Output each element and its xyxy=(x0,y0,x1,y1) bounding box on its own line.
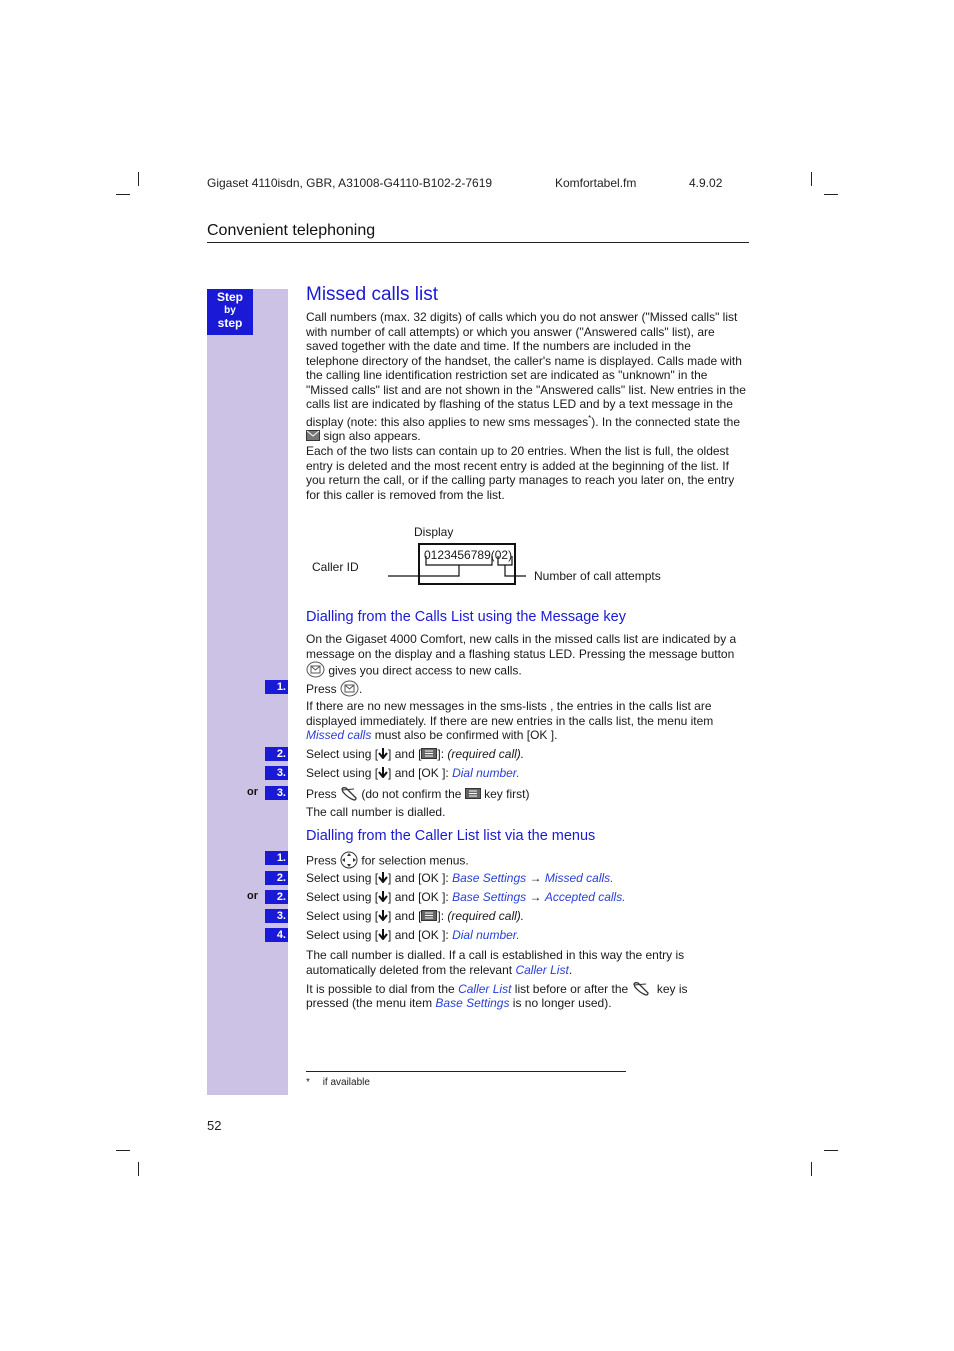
step-text: (do not confirm the xyxy=(361,787,462,802)
sub2-p2-text: list before or after the xyxy=(514,982,629,997)
para1-end: sign also appears. xyxy=(323,429,421,443)
crop-mark xyxy=(824,194,838,195)
step-text: ]: xyxy=(437,909,445,923)
down-arrow-key-icon xyxy=(378,766,388,781)
step-text: ] and [ xyxy=(388,909,422,923)
menu-key-icon xyxy=(421,748,437,762)
step-text: Press xyxy=(306,682,337,697)
caller-id-label: Caller ID xyxy=(312,560,359,574)
down-arrow-key-icon xyxy=(378,928,388,943)
crop-mark xyxy=(824,1150,838,1151)
sub2-paragraph1 xyxy=(306,948,746,977)
step-text: ] and [OK ]: xyxy=(388,766,449,780)
menu-key-icon xyxy=(421,910,437,924)
crop-mark xyxy=(116,194,130,195)
step-text: Press xyxy=(306,787,337,802)
crop-mark xyxy=(116,1150,130,1151)
step-number: 1. xyxy=(265,680,288,694)
crop-mark xyxy=(811,172,812,186)
figure-callouts xyxy=(388,555,538,580)
sub2-p2-text: is no longer used). xyxy=(512,996,612,1010)
step-number: 2. xyxy=(265,890,288,904)
menu-item-missed-calls: Missed calls xyxy=(306,728,372,742)
header-date: 4.9.02 xyxy=(689,176,723,190)
menu-key-icon xyxy=(465,788,481,802)
menu-item-caller-list: Caller List xyxy=(515,962,569,977)
menu-item-caller-list: Caller List xyxy=(458,982,512,997)
crop-mark xyxy=(138,172,139,186)
down-arrow-key-icon xyxy=(378,871,388,886)
subheading-via-menus: Dialling from the Caller List list via the menus xyxy=(306,828,596,844)
step-italic: (required call). xyxy=(447,909,525,923)
screen-text: 0123456789(02) xyxy=(424,548,513,562)
menu-item-base-settings: Base Settings xyxy=(452,890,527,904)
step-text: ] and [ xyxy=(388,747,422,761)
or-label: or xyxy=(247,786,258,798)
sub1-step3 xyxy=(306,766,520,781)
step-text: key first) xyxy=(484,787,530,802)
footnote-star: * xyxy=(306,1077,310,1088)
step-number: 1. xyxy=(265,851,288,865)
header-file: Komfortabel.fm xyxy=(555,176,637,190)
envelope-sign-icon xyxy=(306,430,320,445)
sub1-intro-a: On the Gigaset 4000 Comfort, new calls in the missed calls list are indicated by a message on the display and a flashing status LED. Pressing the message button xyxy=(306,632,737,661)
badge-line3: step xyxy=(217,316,243,330)
step-text: . xyxy=(359,682,363,697)
menu-item-dial-number: Dial number xyxy=(452,928,517,942)
sub2-p2-text: key is xyxy=(656,982,688,997)
badge-line1: Step xyxy=(216,290,243,304)
subheading-message-key: Dialling from the Calls List using the Message key xyxy=(306,609,626,625)
sub1-intro xyxy=(306,632,746,682)
section-rule xyxy=(207,242,749,243)
step-text: Select using [ xyxy=(306,766,379,780)
navigation-key-icon xyxy=(340,851,358,872)
display-label: Display xyxy=(414,525,454,539)
menu-item-base-settings: Base Settings xyxy=(435,996,510,1010)
step-number: 2. xyxy=(265,871,288,885)
message-key-icon xyxy=(340,680,359,700)
step-text: . xyxy=(610,871,614,885)
step-text: Select using [ xyxy=(306,928,379,942)
sub1-step3-alt xyxy=(306,786,529,804)
section-title: Convenient telephoning xyxy=(207,222,376,239)
para1-text: Call numbers (max. 32 digits) of calls which you do not answer ("Missed calls" list with number of call attempts) or which you answer ("Answered calls" list), are saved together with the date and time. If the numbers are included in the telephone directory of the handset, the caller's name is displayed. Calls made with the calling line identification restriction set are indicated as "unknown" in the "Missed calls" list and are not shown in the "Answered calls" list. New entries in the calls list are indicated by flashing of the status LED and by a text message in the display (note: this also applies to new sms messages xyxy=(306,310,746,429)
or-label: or xyxy=(247,890,258,902)
step-number: 4. xyxy=(265,928,288,942)
step-text: ]: xyxy=(437,747,445,761)
down-arrow-key-icon xyxy=(378,747,388,762)
para1-tail: ). In the connected state the xyxy=(591,414,741,429)
sub1-step2 xyxy=(306,747,524,762)
step-italic: (required call). xyxy=(447,747,525,761)
sub2-step1 xyxy=(306,851,469,872)
down-arrow-key-icon xyxy=(378,890,388,905)
sub1-note xyxy=(306,699,746,743)
sub2-step4 xyxy=(306,928,520,943)
sub1-step1 xyxy=(306,680,362,700)
attempts-label: Number of call attempts xyxy=(534,569,661,583)
sub1-intro-b: gives you direct access to new calls. xyxy=(328,663,522,678)
header-doc-id: Gigaset 4110isdn, GBR, A31008-G4110-B102-2-7619 xyxy=(207,176,493,190)
menu-item-missed-calls: Missed calls xyxy=(544,871,611,885)
step-text: Select using [ xyxy=(306,909,379,923)
step-by-step-badge xyxy=(207,289,253,335)
step-text: ] and [OK ]: xyxy=(388,928,449,942)
footnote-rule xyxy=(306,1071,626,1072)
sub1-result: The call number is dialled. xyxy=(306,805,446,819)
sub2-step2 xyxy=(306,871,614,886)
sub2-step3 xyxy=(306,909,524,924)
menu-item-dial-number: Dial number xyxy=(452,766,517,780)
step-text: Press xyxy=(306,853,337,868)
sub2-p1-text: The call number is dialled. If a call is established in this way the entry is automatically deleted from the relevant xyxy=(306,948,685,977)
footnote-ref: * xyxy=(588,413,592,423)
sub2-p2-text: It is possible to dial from the xyxy=(306,982,455,997)
menu-item-base-settings: Base Settings xyxy=(452,871,527,885)
talk-key-icon xyxy=(632,981,650,999)
arrow-glyph: → xyxy=(529,890,542,904)
talk-key-icon xyxy=(340,786,358,804)
step-text: ] and [OK ]: xyxy=(388,871,449,885)
step-text: for selection menus. xyxy=(361,853,469,868)
sub2-p1-dot: . xyxy=(568,962,573,977)
step-number: 3. xyxy=(265,766,288,780)
step-text: . xyxy=(516,928,520,942)
footnote xyxy=(306,1077,370,1088)
sub2-paragraph2-line2 xyxy=(306,996,612,1010)
sub2-p2-text: pressed (the menu item xyxy=(306,996,433,1010)
message-key-icon xyxy=(306,661,325,682)
page-title: Missed calls list xyxy=(306,284,438,305)
sub1-note-a: If there are no new messages in the sms-lists , the entries in the calls list are displayed immediately. If there are new entries in the calls list, the menu item xyxy=(306,699,714,728)
step-text: ] and [OK ]: xyxy=(388,890,449,904)
crop-mark xyxy=(138,1162,139,1176)
page-number: 52 xyxy=(207,1118,222,1133)
menu-item-accepted-calls: Accepted calls xyxy=(544,890,623,904)
down-arrow-key-icon xyxy=(378,909,388,924)
second-paragraph: Each of the two lists can contain up to 20 entries. When the list is full, the oldest entry is deleted and the most recent entry is added at the beginning of the list. If you return the call, or if the calling party manages to reach you later on, the entry for this caller is removed from the list. xyxy=(306,444,735,502)
footnote-text: if available xyxy=(322,1077,370,1088)
crop-mark xyxy=(811,1162,812,1176)
step-number: 2. xyxy=(265,747,288,761)
step-number: 3. xyxy=(265,786,288,800)
step-number: 3. xyxy=(265,909,288,923)
arrow-glyph: → xyxy=(529,871,542,885)
sub2-step2-alt xyxy=(306,890,626,905)
step-text: . xyxy=(622,890,626,904)
step-text: . xyxy=(516,766,520,780)
intro-paragraph xyxy=(306,310,746,444)
step-text: Select using [ xyxy=(306,747,379,761)
sub1-note-b: must also be confirmed with [OK ]. xyxy=(374,728,558,742)
step-text: Select using [ xyxy=(306,871,379,885)
badge-line2: by xyxy=(224,305,236,316)
step-text: Select using [ xyxy=(306,890,379,904)
